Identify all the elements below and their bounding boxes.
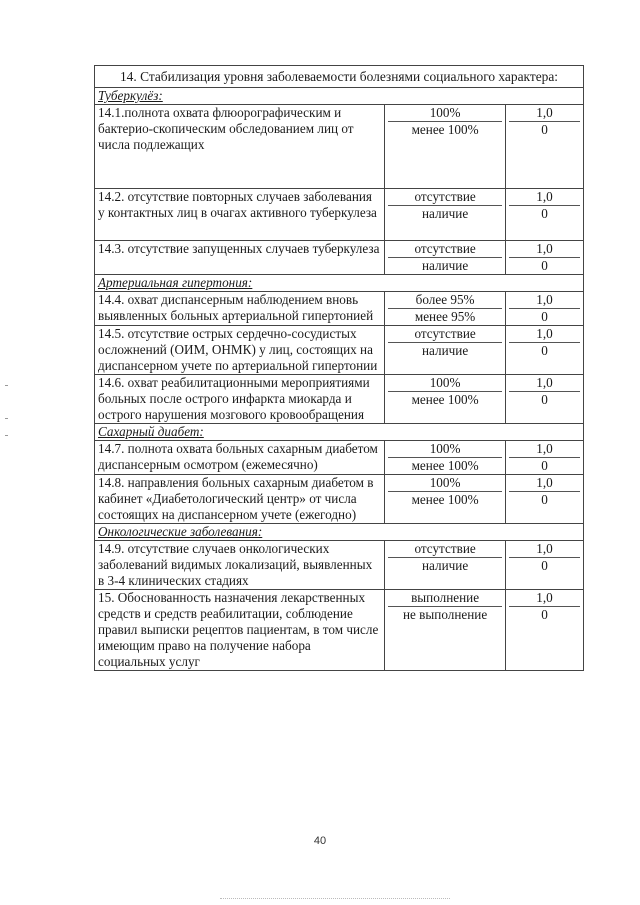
condition-value: 100% (388, 375, 502, 392)
table-row (95, 326, 584, 375)
condition-value: наличие (421, 558, 469, 573)
table-title: 14. Стабилизация уровня заболеваемости болезнями социального характера: (95, 66, 584, 88)
condition-cell (385, 441, 506, 475)
section-row (95, 275, 584, 292)
points-cell (506, 375, 584, 424)
points-value: 0 (541, 122, 548, 137)
condition-value: отсутствие (388, 541, 502, 558)
section-row (95, 524, 584, 541)
condition-value: наличие (421, 343, 469, 358)
points-value: 1,0 (509, 189, 580, 206)
points-value: 1,0 (509, 292, 580, 309)
points-value: 0 (541, 558, 548, 573)
criterion-cell: 14.8. направления больных сахарным диабетом в кабинет «Диабетологический центр» от числа состоящих на диспансерном учете (ежегодно) (95, 475, 385, 524)
criterion-cell: 14.1.полнота охвата флюорографическим и бактерио-скопическим обследованием лиц от числа подлежащих (95, 105, 385, 189)
points-cell (506, 241, 584, 275)
criterion-cell: 14.4. охват диспансерным наблюдением вновь выявленных больных артериальной гипертонией (95, 292, 385, 326)
condition-value: 100% (388, 105, 502, 122)
condition-cell (385, 105, 506, 189)
points-value: 0 (541, 343, 548, 358)
criterion-cell: 14.5. отсутствие острых сердечно-сосудистых осложнений (ОИМ, ОНМК) у лиц, состоящих на диспансерном учете по артериальной гипертонии (95, 326, 385, 375)
points-value: 0 (541, 206, 548, 221)
condition-value: наличие (421, 258, 469, 273)
section-label: Сахарный диабет: (95, 424, 584, 441)
condition-cell (385, 326, 506, 375)
points-cell (506, 441, 584, 475)
criterion-cell: 14.2. отсутствие повторных случаев заболевания у контактных лиц в очагах активного туберкулеза (95, 189, 385, 241)
condition-value: не выполнение (402, 607, 488, 622)
criterion-cell: 14.7. полнота охвата больных сахарным диабетом диспансерным осмотром (ежемесячно) (95, 441, 385, 475)
scan-mark (5, 385, 8, 386)
condition-value: отсутствие (388, 326, 502, 343)
criteria-table (94, 65, 584, 671)
points-value: 1,0 (509, 375, 580, 392)
points-value: 1,0 (509, 541, 580, 558)
points-value: 0 (541, 392, 548, 407)
condition-cell (385, 475, 506, 524)
condition-cell (385, 590, 506, 671)
section-label: Туберкулёз: (95, 88, 584, 105)
criterion-cell: 14.6. охват реабилитационными мероприятиями больных после острого инфаркта миокарда и острого нарушения мозгового кровообращения (95, 375, 385, 424)
points-value: 1,0 (509, 590, 580, 607)
condition-value: менее 100% (411, 392, 479, 407)
condition-value: отсутствие (388, 241, 502, 258)
table-row (95, 375, 584, 424)
section-label: Артериальная гипертония: (95, 275, 584, 292)
condition-value: отсутствие (388, 189, 502, 206)
section-label: Онкологические заболевания: (95, 524, 584, 541)
table-row (95, 541, 584, 590)
table-row (95, 189, 584, 241)
condition-cell (385, 375, 506, 424)
points-value: 1,0 (509, 326, 580, 343)
condition-cell (385, 541, 506, 590)
points-cell (506, 541, 584, 590)
condition-value: 100% (388, 441, 502, 458)
scan-mark (5, 435, 8, 436)
points-cell (506, 475, 584, 524)
section-row (95, 424, 584, 441)
condition-value: менее 100% (411, 458, 479, 473)
table-row (95, 475, 584, 524)
condition-value: менее 95% (414, 309, 476, 324)
condition-cell (385, 241, 506, 275)
points-cell (506, 292, 584, 326)
points-value: 0 (541, 458, 548, 473)
table-title-row (95, 66, 584, 88)
criterion-cell: 15. Обоснованность назначения лекарственных средств и средств реабилитации, соблюдение правил выписки рецептов пациентам, в том числе имеющим право на получение набора социальных услуг (95, 590, 385, 671)
condition-cell (385, 292, 506, 326)
condition-value: выполнение (388, 590, 502, 607)
criterion-cell: 14.3. отсутствие запущенных случаев туберкулеза (95, 241, 385, 275)
criterion-cell: 14.9. отсутствие случаев онкологических заболеваний видимых локализаций, выявленных в 3-4 клинических стадиях (95, 541, 385, 590)
points-cell (506, 189, 584, 241)
points-value: 0 (541, 492, 548, 507)
points-value: 0 (541, 607, 548, 622)
points-value: 0 (541, 309, 548, 324)
table-row (95, 441, 584, 475)
condition-value: более 95% (388, 292, 502, 309)
points-cell (506, 590, 584, 671)
section-row (95, 88, 584, 105)
condition-value: менее 100% (411, 492, 479, 507)
condition-cell (385, 189, 506, 241)
table-row (95, 241, 584, 275)
table-row (95, 292, 584, 326)
points-cell (506, 105, 584, 189)
points-value: 1,0 (509, 475, 580, 492)
condition-value: менее 100% (411, 122, 479, 137)
scan-mark (5, 418, 8, 419)
page-number: 40 (313, 835, 327, 847)
condition-value: наличие (421, 206, 469, 221)
table-row (95, 590, 584, 671)
points-value: 1,0 (509, 105, 580, 122)
points-value: 1,0 (509, 241, 580, 258)
scan-edge (220, 898, 450, 900)
condition-value: 100% (388, 475, 502, 492)
points-cell (506, 326, 584, 375)
points-value: 0 (541, 258, 548, 273)
points-value: 1,0 (509, 441, 580, 458)
table-row (95, 105, 584, 189)
